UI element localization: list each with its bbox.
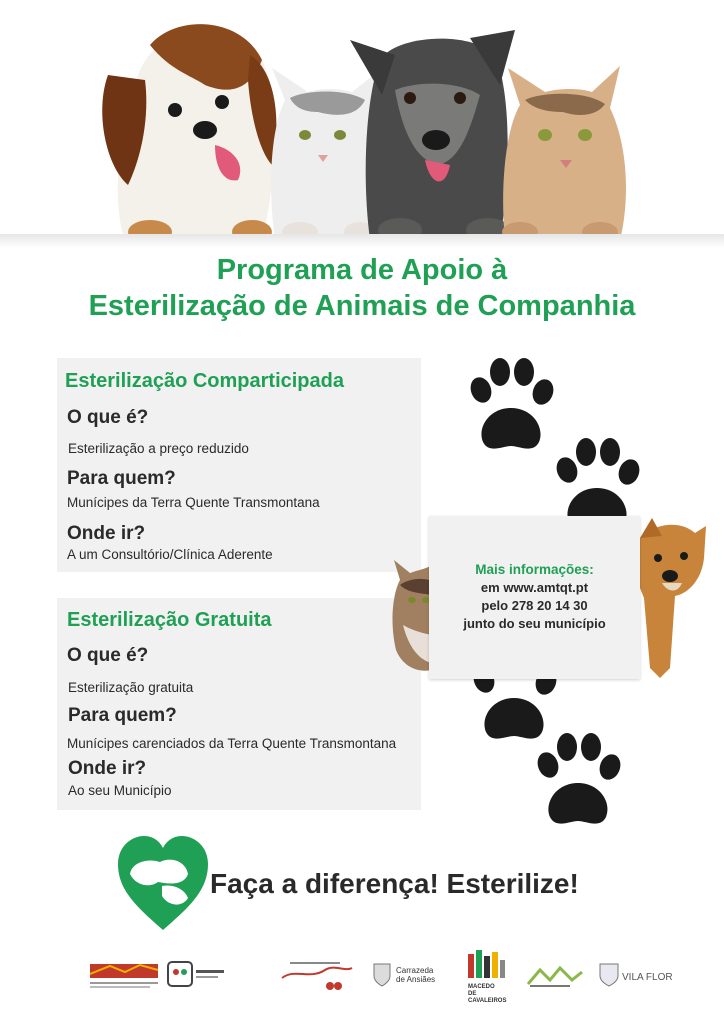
cat-icon: [502, 66, 626, 242]
question-label: O que é?: [67, 645, 149, 666]
ledge-shadow: [0, 234, 724, 248]
logo-vila-flor: [598, 962, 674, 990]
question-label: Onde ir?: [68, 758, 147, 779]
info-card: [429, 516, 640, 679]
question-label: O que é?: [67, 407, 149, 428]
macedo-name-2: DE CAVALEIROS: [468, 991, 507, 1004]
paw-icon: [467, 358, 557, 449]
logo-carrazeda-de-ansiaes: [372, 960, 444, 992]
page-title: [0, 252, 724, 324]
answer-text: Esterilização a preço reduzido: [68, 441, 249, 456]
hero-pets: [0, 0, 724, 250]
slogan: Faça a diferença! Esterilize!: [210, 868, 579, 899]
info-website: em www.amtqt.pt: [480, 580, 589, 595]
answer-text: Ao seu Município: [68, 783, 172, 798]
title-line-1: Programa de Apoio à: [216, 254, 508, 286]
section-heading: Esterilização Comparticipada: [65, 370, 344, 392]
dog-icon: [350, 30, 515, 242]
logo-alfandega-da-fe: [280, 960, 354, 997]
carrazeda-name-2: de Ansiães: [396, 975, 436, 984]
answer-text: Esterilização gratuita: [68, 680, 194, 695]
answer-text: Munícipes carenciados da Terra Quente Transmontana: [67, 736, 397, 751]
question-label: Onde ir?: [67, 523, 146, 544]
logo-amtqt: [90, 960, 160, 997]
heart-pet-icon: [118, 836, 208, 932]
answer-text: Munícipes da Terra Quente Transmontana: [67, 495, 320, 510]
dog-icon: [640, 518, 710, 680]
cat-icon: [388, 555, 432, 675]
logo-cantinho-animal: [166, 960, 226, 995]
question-label: Para quem?: [67, 468, 176, 489]
question-label: Para quem?: [68, 705, 177, 726]
paw-icon: [534, 733, 624, 824]
section-heading: Esterilização Gratuita: [67, 609, 272, 631]
section-comparticipada: [57, 358, 421, 572]
carrazeda-name: Carrazeda: [396, 966, 434, 975]
info-phone: pelo 278 20 14 30: [481, 598, 588, 613]
answer-text: A um Consultório/Clínica Aderente: [67, 547, 273, 562]
title-line-2: Esterilização de Animais de Companhia: [88, 290, 636, 322]
info-heading: Mais informações:: [475, 562, 594, 577]
section-gratuita: [57, 598, 421, 810]
logo-mirandela: [526, 962, 584, 995]
info-municipality: junto do seu município: [463, 616, 606, 631]
macedo-name: MACEDO: [468, 984, 495, 990]
dog-icon: [102, 24, 276, 244]
logo-macedo-de-cavaleiros: [466, 948, 516, 1004]
vila-flor-name: VILA FLOR: [622, 972, 673, 983]
cat-icon: [271, 68, 382, 242]
